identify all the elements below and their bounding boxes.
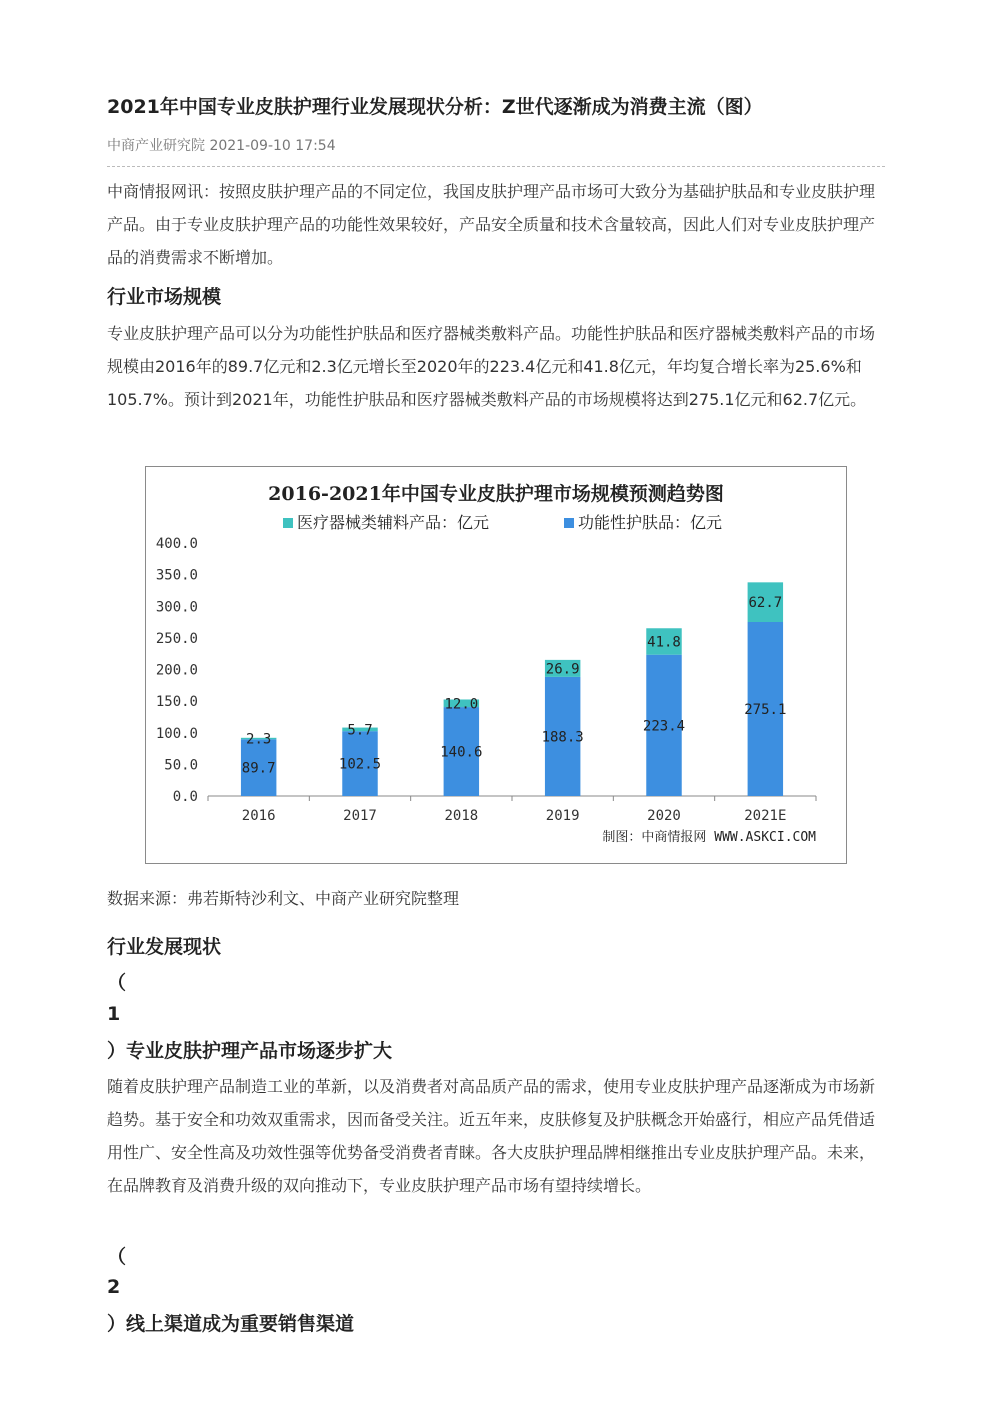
y-tick-label: 250.0: [155, 630, 198, 647]
value-label-functional: 188.3: [541, 729, 584, 746]
legend-label-1: 医疗器械类辅料产品：亿元: [297, 513, 490, 532]
section-heading-status: 行业发展现状: [107, 936, 222, 958]
value-label-medical: 12.0: [444, 696, 479, 713]
legend-label-2: 功能性护肤品：亿元: [578, 513, 723, 532]
data-source: 数据来源：弗若斯特沙利文、中商产业研究院整理: [107, 889, 460, 908]
chart-title: 2016-2021年中国专业皮肤护理市场规模预测趋势图: [268, 483, 724, 505]
value-label-functional: 102.5: [338, 756, 382, 773]
market-size-paragraph: 专业皮肤护理产品可以分为功能性护肤品和医疗器械类敷料产品。功能性护肤品和医疗器械类敷料产品的市场规模由2016年的89.7亿元和2.3亿元增长至2020年的223.4亿元和41.8亿元，年均复合增长率为25.6%和105.7%。预计到2021年，功能性护肤品和医疗器械类敷料产品的市场规模将达到275.1亿元和62.7亿元。: [107, 324, 876, 409]
article-title: 2021年中国专业皮肤护理行业发展现状分析：Z世代逐渐成为消费主流（图）: [107, 96, 763, 118]
legend-swatch-1: [283, 518, 293, 528]
y-tick-label: 150.0: [155, 694, 198, 711]
sub1-number: 1: [107, 1003, 121, 1025]
sub1-paragraph: 随着皮肤护理产品制造工业的革新，以及消费者对高品质产品的需求，使用专业皮肤护理产品逐渐成为市场新趋势。基于安全和功效双重需求，因而备受关注。近五年来，皮肤修复及护肤概念开始盛行，相应产品凭借适用性广、安全性高及功效性强等优势备受消费者青睐。各大皮肤护理品牌相继推出专业皮肤护理产品。未来，在品牌教育及消费升级的双向推动下，专业皮肤护理产品市场有望持续增长。: [107, 1077, 876, 1195]
chart-container: [145, 466, 847, 864]
sub1-open-paren: （: [107, 972, 127, 994]
value-label-medical: 5.7: [347, 722, 373, 739]
chart-credit: 制图：中商情报网 WWW.ASKCI.COM: [602, 830, 816, 845]
x-tick-label: 2020: [647, 808, 681, 824]
y-tick-label: 400.0: [155, 536, 198, 552]
x-tick-label: 2018: [444, 808, 479, 824]
y-tick-label: 350.0: [155, 567, 198, 584]
y-tick-label: 300.0: [155, 599, 198, 616]
x-tick-label: 2017: [343, 808, 377, 824]
divider: [107, 166, 885, 167]
value-label-medical: 41.8: [647, 634, 681, 651]
value-label-medical: 62.7: [748, 595, 783, 612]
sub2-number: 2: [107, 1276, 121, 1298]
y-tick-label: 0.0: [172, 789, 198, 805]
value-label-functional: 275.1: [744, 701, 787, 718]
y-tick-label: 50.0: [164, 757, 198, 774]
x-tick-label: 2016: [241, 808, 276, 824]
value-label-functional: 223.4: [642, 718, 686, 735]
sub2-open-paren: （: [107, 1246, 127, 1268]
x-tick-label: 2019: [545, 808, 580, 824]
value-label-medical: 26.9: [545, 661, 580, 678]
y-tick-label: 200.0: [155, 662, 198, 679]
article-meta: 中商产业研究院 2021-09-10 17:54: [107, 138, 336, 154]
chart-svg: [146, 467, 846, 863]
legend-swatch-2: [564, 518, 574, 528]
value-label-functional: 140.6: [440, 744, 483, 761]
y-tick-label: 100.0: [155, 725, 198, 742]
sub2-heading: ）线上渠道成为重要销售渠道: [107, 1313, 355, 1335]
sub1-heading: ）专业皮肤护理产品市场逐步扩大: [107, 1040, 393, 1062]
section-heading-market-size: 行业市场规模: [107, 286, 222, 308]
x-tick-label: 2021E: [744, 808, 787, 824]
value-label-functional: 89.7: [241, 760, 276, 777]
value-label-medical: 2.3: [246, 731, 272, 748]
intro-paragraph: 中商情报网讯：按照皮肤护理产品的不同定位，我国皮肤护理产品市场可大致分为基础护肤品和专业皮肤护理产品。由于专业皮肤护理产品的功能性效果较好，产品安全质量和技术含量较高，因此人们对专业皮肤护理产品的消费需求不断增加。: [107, 182, 876, 267]
